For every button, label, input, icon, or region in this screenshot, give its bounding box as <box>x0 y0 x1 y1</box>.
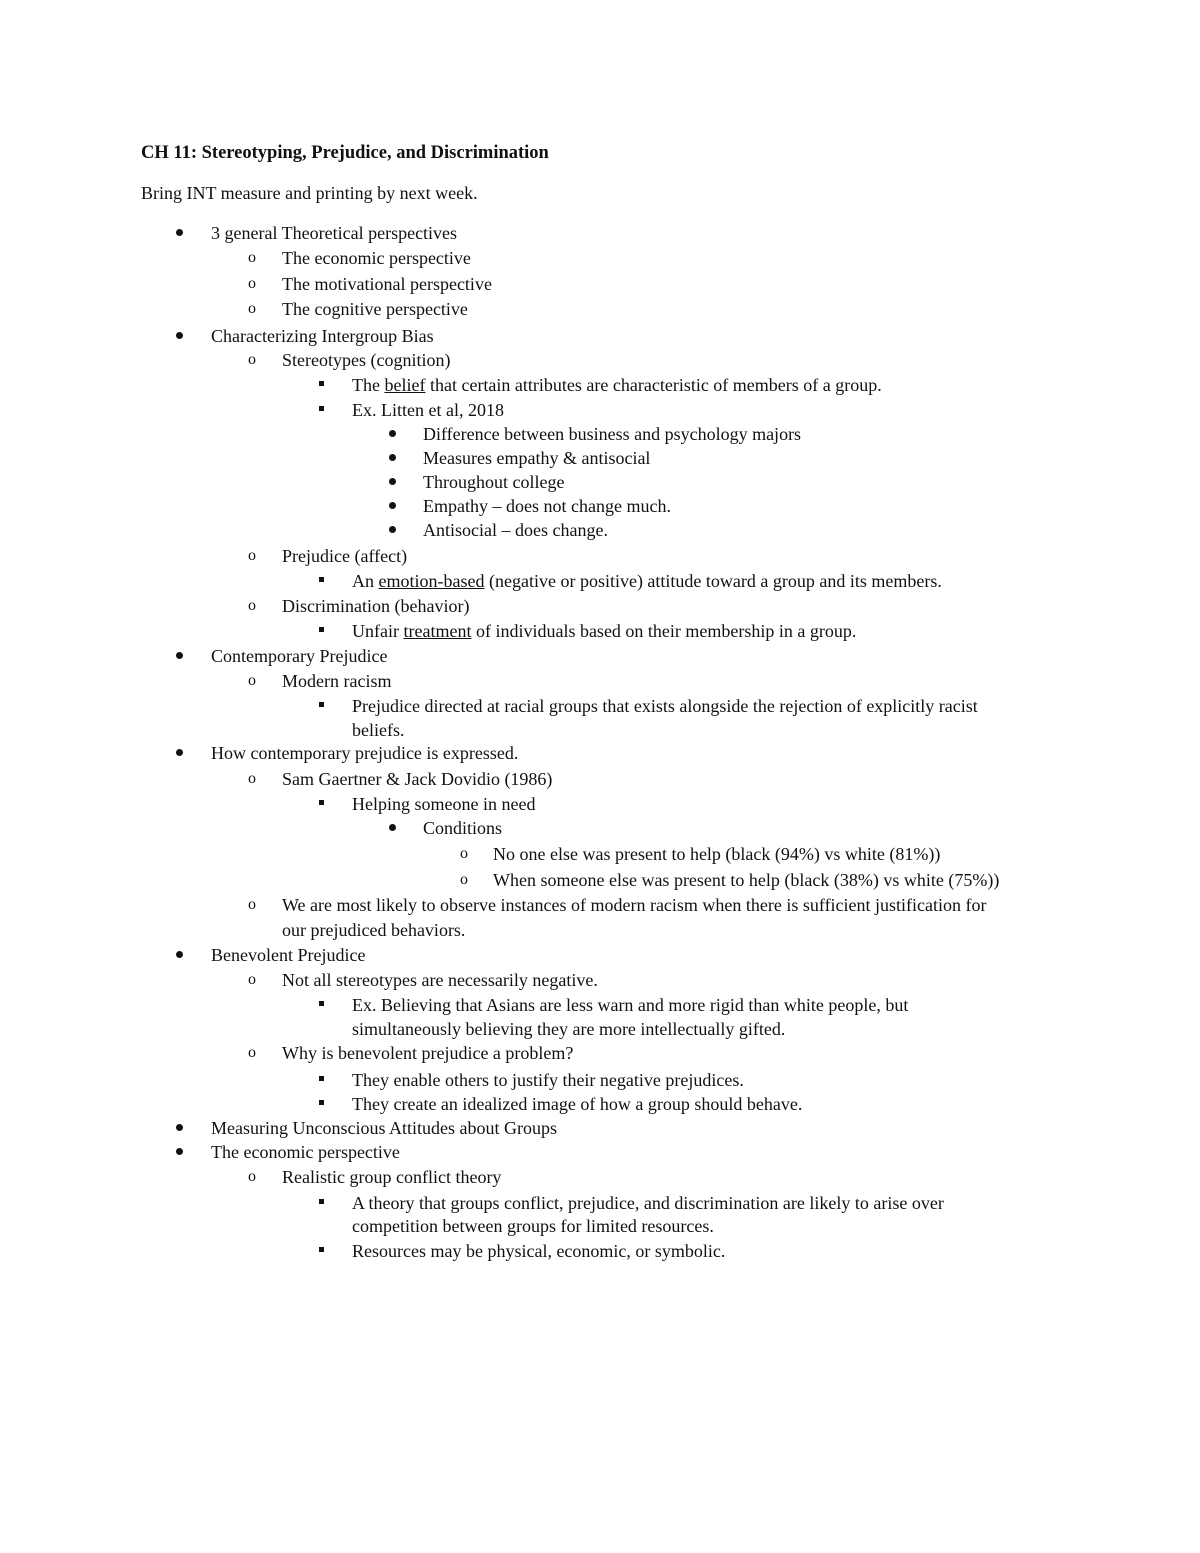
list-item-continuation: simultaneously believing they are more intellectually gifted. <box>352 1019 786 1039</box>
list-item-continuation: our prejudiced behaviors. <box>282 920 466 940</box>
document-title: CH 11: Stereotyping, Prejudice, and Discrimination <box>141 143 549 163</box>
list-item: Helping someone in need <box>352 794 536 814</box>
list-item: Ex. Litten et al, 2018 <box>352 400 504 420</box>
list-item: The motivational perspective <box>282 274 492 294</box>
bullet-square-icon <box>319 1001 324 1006</box>
underlined-term: belief <box>384 375 426 395</box>
list-item: Sam Gaertner & Jack Dovidio (1986) <box>282 769 553 789</box>
bullet-circle-icon: o <box>248 1168 256 1185</box>
bullet-square-icon <box>319 381 324 386</box>
list-item: When someone else was present to help (black (38%) vs white (75%)) <box>493 870 1000 890</box>
bullet-square-icon <box>319 1076 324 1081</box>
list-item: Measures empathy & antisocial <box>423 448 651 468</box>
bullet-dot-icon <box>389 502 396 509</box>
list-item: Prejudice (affect) <box>282 546 408 566</box>
list-item: A theory that groups conflict, prejudice, and discrimination are likely to arise over <box>352 1193 944 1213</box>
list-item: The economic perspective <box>282 248 471 268</box>
bullet-circle-icon: o <box>248 1044 256 1061</box>
list-item: Discrimination (behavior) <box>282 596 470 616</box>
list-item: Conditions <box>423 818 503 838</box>
bullet-dot-icon <box>389 824 396 831</box>
bullet-circle-icon: o <box>248 971 256 988</box>
bullet-dot-icon <box>176 1124 183 1131</box>
bullet-square-icon <box>319 1247 324 1252</box>
bullet-square-icon <box>319 702 324 707</box>
bullet-circle-icon: o <box>460 871 468 888</box>
list-item: We are most likely to observe instances of modern racism when there is sufficient justification for <box>282 895 987 915</box>
bullet-dot-icon <box>176 332 183 339</box>
list-item: Characterizing Intergroup Bias <box>211 326 434 346</box>
list-item: Modern racism <box>282 671 392 691</box>
list-item: Why is benevolent prejudice a problem? <box>282 1043 574 1063</box>
list-item: Resources may be physical, economic, or symbolic. <box>352 1241 726 1261</box>
list-item-continuation: competition between groups for limited resources. <box>352 1216 714 1236</box>
list-item: Contemporary Prejudice <box>211 646 388 666</box>
bullet-square-icon <box>319 577 324 582</box>
bullet-square-icon <box>319 1199 324 1204</box>
list-item: Realistic group conflict theory <box>282 1167 502 1187</box>
underlined-term: treatment <box>403 621 472 641</box>
bullet-square-icon <box>319 627 324 632</box>
reminder-note: Bring INT measure and printing by next week. <box>141 183 478 203</box>
bullet-dot-icon <box>389 478 396 485</box>
list-item: Prejudice directed at racial groups that exists alongside the rejection of explicitly racist <box>352 696 978 716</box>
bullet-circle-icon: o <box>248 300 256 317</box>
bullet-circle-icon: o <box>460 845 468 862</box>
bullet-dot-icon <box>176 652 183 659</box>
list-item-continuation: beliefs. <box>352 720 405 740</box>
bullet-circle-icon: o <box>248 597 256 614</box>
list-item: Throughout college <box>423 472 565 492</box>
bullet-circle-icon: o <box>248 547 256 564</box>
bullet-circle-icon: o <box>248 896 256 913</box>
bullet-dot-icon <box>389 430 396 437</box>
bullet-square-icon <box>319 800 324 805</box>
list-item: Antisocial – does change. <box>423 520 608 540</box>
bullet-dot-icon <box>176 749 183 756</box>
list-item: Difference between business and psychology majors <box>423 424 802 444</box>
bullet-dot-icon <box>176 951 183 958</box>
list-item: No one else was present to help (black (94%) vs white (81%)) <box>493 844 941 864</box>
bullet-square-icon <box>319 406 324 411</box>
bullet-circle-icon: o <box>248 249 256 266</box>
bullet-circle-icon: o <box>248 351 256 368</box>
list-item: They create an idealized image of how a group should behave. <box>352 1094 803 1114</box>
list-item: Measuring Unconscious Attitudes about Groups <box>211 1118 557 1138</box>
list-item: The cognitive perspective <box>282 299 468 319</box>
bullet-circle-icon: o <box>248 770 256 787</box>
list-item: The belief that certain attributes are characteristic of members of a group. <box>352 375 882 395</box>
bullet-dot-icon <box>389 454 396 461</box>
list-item: How contemporary prejudice is expressed. <box>211 743 519 763</box>
list-item: Not all stereotypes are necessarily negative. <box>282 970 598 990</box>
list-item: The economic perspective <box>211 1142 400 1162</box>
bullet-dot-icon <box>176 1148 183 1155</box>
list-item: Stereotypes (cognition) <box>282 350 451 370</box>
bullet-circle-icon: o <box>248 672 256 689</box>
list-item: An emotion-based (negative or positive) attitude toward a group and its members. <box>352 571 942 591</box>
underlined-term: emotion-based <box>378 571 485 591</box>
list-item: Ex. Believing that Asians are less warn and more rigid than white people, but <box>352 995 909 1015</box>
list-item: 3 general Theoretical perspectives <box>211 223 458 243</box>
bullet-square-icon <box>319 1100 324 1105</box>
list-item: Benevolent Prejudice <box>211 945 366 965</box>
bullet-dot-icon <box>176 229 183 236</box>
list-item: Unfair treatment of individuals based on their membership in a group. <box>352 621 857 641</box>
list-item: Empathy – does not change much. <box>423 496 671 516</box>
bullet-dot-icon <box>389 526 396 533</box>
bullet-circle-icon: o <box>248 275 256 292</box>
list-item: They enable others to justify their negative prejudices. <box>352 1070 744 1090</box>
